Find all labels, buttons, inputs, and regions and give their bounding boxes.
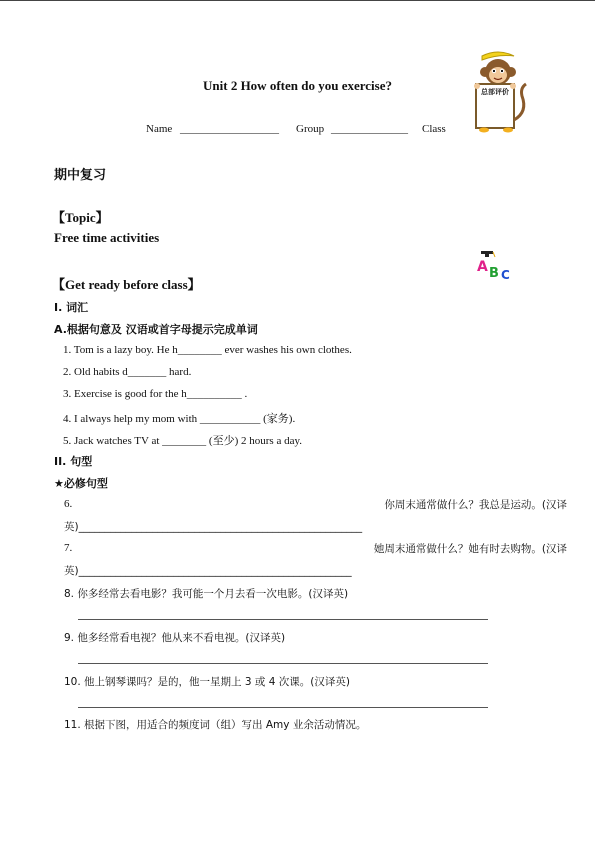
sentence-6-answer-line[interactable]: 英)______________________________________________________ <box>64 521 363 533</box>
sentences-heading: II. 句型 <box>54 455 93 468</box>
group-label: Group <box>296 123 325 135</box>
midterm-heading: 期中复习 <box>54 168 107 183</box>
topic-heading: 【Topic】 <box>52 210 109 225</box>
name-blank[interactable]: __________________ <box>180 123 279 135</box>
sentence-7-text: 她周末通常做什么？她有时去购物。(汉译 <box>373 543 567 555</box>
vocab-subheading: A.根据句意及 汉语或首字母提示完成单词 <box>54 323 258 336</box>
sentence-6-text: 你周末通常做什么？我总是运动。(汉译 <box>384 499 567 511</box>
group-blank[interactable]: ______________ <box>331 123 408 135</box>
get-ready-heading: 【Get ready before class】 <box>52 277 201 292</box>
badge-text: 总部评价 <box>481 88 509 96</box>
vocab-heading: I. 词汇 <box>54 301 89 314</box>
sentence-9-answer-line[interactable] <box>78 663 488 664</box>
svg-text:A: A <box>477 259 488 275</box>
page-title: Unit 2 How often do you exercise? <box>203 78 392 93</box>
svg-text:C: C <box>501 268 510 282</box>
svg-text:B: B <box>489 266 499 281</box>
sentence-8-answer-line[interactable] <box>78 619 488 620</box>
vocab-item-1: 1. Tom is a lazy boy. He h________ ever washes his own clothes. <box>63 344 352 356</box>
vocab-item-2: 2. Old habits d_______ hard. <box>63 366 192 378</box>
sentence-11-text: 11. 根据下图，用适合的频度词（组）写出 Amy 业余活动情况。 <box>64 719 367 731</box>
sentence-7-answer-line[interactable]: 英)____________________________________________________ <box>64 565 352 577</box>
vocab-item-3: 3. Exercise is good for the h__________ . <box>63 388 248 400</box>
vocab-item-4: 4. I always help my mom with ___________ (家务). <box>63 413 296 425</box>
sentence-6-number: 6. <box>64 498 73 510</box>
topic-text: Free time activities <box>54 230 160 245</box>
sentence-10-text: 10. 他上钢琴课吗？是的，他一星期上 3 或 4 次课。(汉译英) <box>64 676 350 688</box>
vocab-item-5: 5. Jack watches TV at ________ (至少) 2 hours a day. <box>63 435 302 447</box>
abc-illustration <box>474 249 516 285</box>
sentence-7-number: 7. <box>64 542 73 554</box>
name-label: Name <box>146 123 173 135</box>
class-label: Class <box>422 123 446 135</box>
sentences-subheading: ★必修句型 <box>54 477 108 490</box>
sentence-9-text: 9. 他多经常看电视？他从来不看电视。(汉译英) <box>64 632 286 644</box>
sentence-8-text: 8. 你多经常去看电影？我可能一个月去看一次电影。(汉译英) <box>64 588 349 600</box>
sentence-10-answer-line[interactable] <box>78 707 488 708</box>
top-border <box>0 0 595 1</box>
